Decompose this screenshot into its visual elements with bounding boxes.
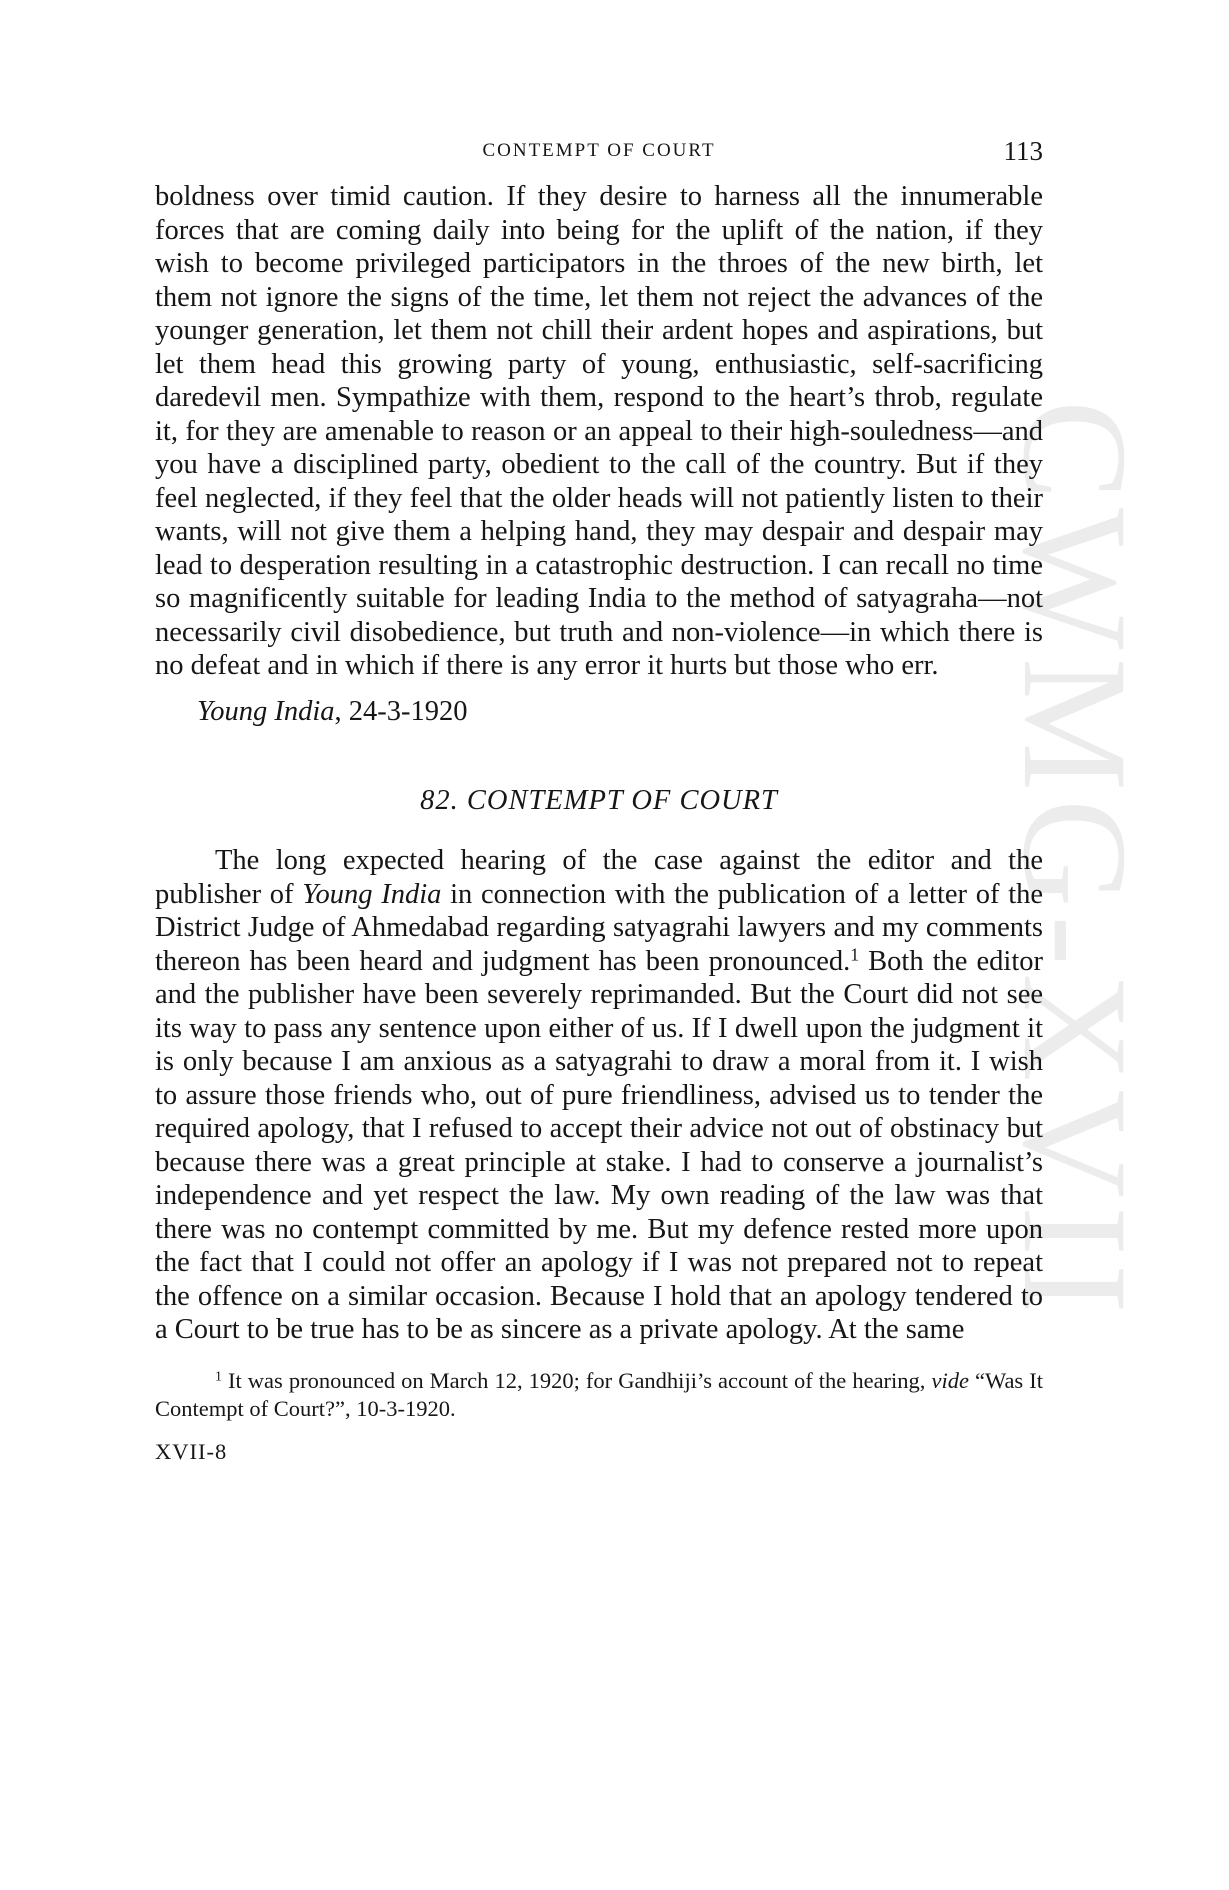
paragraph-continued: boldness over timid caution. If they desire to harness all the innumerable forces that are coming daily into being for the uplift of the nation, if they wish to become privileged participators in the throes of the new birth, let them not ignore the signs of the time, let them not reject the advances of the younger generation, let them not chill their ardent hopes and aspirations, but let them head this growing party of young, enthusiastic, self-sacrificing daredevil men. Sympathize with them, respond to the heart’s throb, regulate it, for they are amenable to reason or an appeal to their high-souledness—and you have a disciplined party, obedient to the call of the country. But if they feel neglected, if they feel that the older heads will not patiently listen to their wants, will not give them a helping hand, they may despair and despair may lead to desperation resulting in a catastrophic destruction. I can recall no time so magnificently suitable for leading India to the method of satyagraha—not necessarily civil disobedience, but truth and non-violence—in which there is no defeat and in which if there is any error it hurts but those who err.	[155, 181, 1043, 681]
footnote	[155, 1367, 1043, 1423]
watermark: CWMG-XVII	[992, 400, 1158, 1322]
page-content	[155, 180, 1043, 1465]
running-head: CONTEMPT OF COURT	[482, 140, 716, 161]
footnote-number: 1	[215, 1368, 222, 1384]
source-citation	[197, 695, 1043, 729]
paragraph-text-1: The long expected hearing of the case against the editor and the publisher of	[155, 845, 1043, 910]
section-title: 82. CONTEMPT OF COURT	[420, 785, 778, 816]
footnote-reference: 1	[850, 943, 860, 964]
source-publication: Young India	[197, 695, 335, 727]
paragraph-body	[155, 844, 1043, 1347]
page-number: 113	[1003, 136, 1043, 166]
paragraph-italic-publication: Young India	[302, 878, 442, 910]
footnote-text-2: “Was It Contempt of Court?”, 10-3-1920.	[155, 1367, 1043, 1421]
footnote-italic: vide	[931, 1367, 969, 1393]
page-header	[155, 136, 1043, 170]
volume-signature: XVII-8	[155, 1438, 228, 1464]
paragraph-text-2: in connection with the publication of a letter of the District Judge of Ahmedabad regarding satyagrahi lawyers and my comments thereon has been heard and judgment has been pronounced.	[155, 878, 1044, 977]
footnotes	[155, 1367, 1043, 1423]
footnote-text-1: It was pronounced on March 12, 1920; for Gandhiji’s account of the hearing,	[221, 1367, 932, 1393]
source-date: , 24-3-1920	[334, 695, 468, 727]
paragraph-text-3: Both the editor and the publisher have been severely reprimanded. But the Court did not see its way to pass any sentence upon either of us. If I dwell upon the judgment it is only because I am anxious as a satyagrahi to draw a moral from it. I wish to assure those friends who, out of pure friendliness, advised us to tender the required apology, that I refused to accept their advice not out of obstinacy but because there was a great principle at stake. I had to conserve a journalist’s independence and yet respect the law. My own reading of the law was that there was no contempt committed by me. But my defence rested more upon the fact that I could not offer an apology if I was not prepared not to repeat the offence on a similar occasion. Because I hold that an apology tendered to a Court to be true has to be as sincere as a private apology. At the same	[155, 945, 1043, 1345]
